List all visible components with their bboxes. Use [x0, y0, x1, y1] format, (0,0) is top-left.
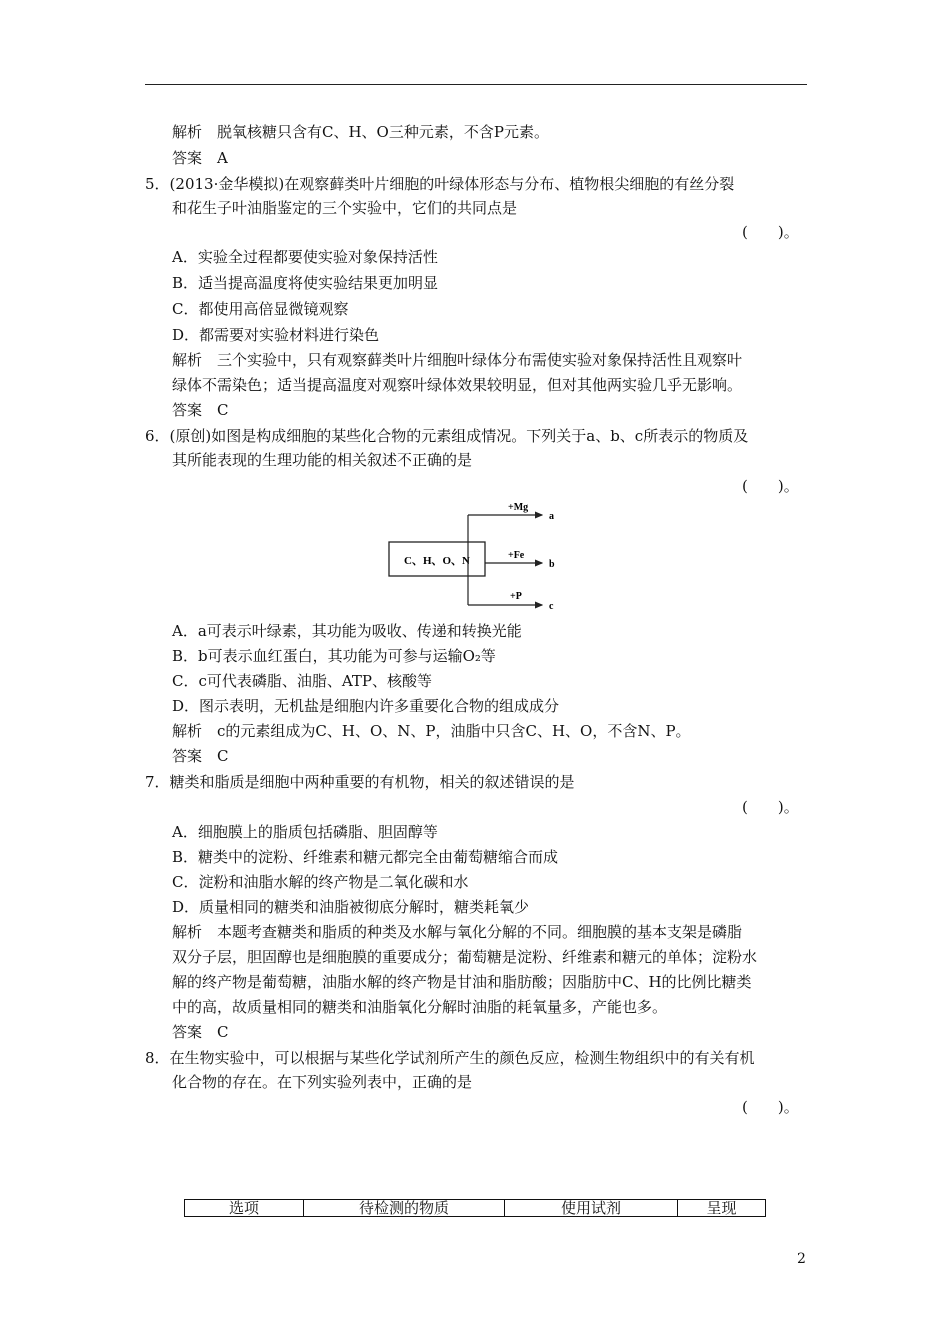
target-c: c: [549, 601, 554, 612]
q6-option-d: D．图示表明，无机盐是细胞内许多重要化合物的组成成分: [172, 697, 560, 715]
page-number: 2: [797, 1251, 806, 1267]
q5-option-c: C．都使用高倍显微镜观察: [172, 300, 349, 318]
q7-analysis-line3: 解的终产物是葡萄糖，油脂水解的终产物是甘油和脂肪酸；因脂肪中C、H的比例比糖类: [172, 973, 752, 991]
q7-option-c: C．淀粉和油脂水解的终产物是二氧化碳和水: [172, 873, 469, 891]
q5-analysis-line1: 解析 三个实验中，只有观察藓类叶片细胞叶绿体分布需使实验对象保持活性且观察叶: [172, 351, 743, 369]
header-result: 呈现: [678, 1200, 766, 1217]
q5-stem-line2: 和花生子叶油脂鉴定的三个实验中，它们的共同点是: [172, 199, 518, 217]
q6-stem-line2: 其所能表现的生理功能的相关叙述不正确的是: [172, 451, 473, 469]
q6-option-c: C．c可代表磷脂、油脂、ATP、核酸等: [172, 672, 432, 690]
q4-analysis: 解析 脱氧核糖只含有C、H、O三种元素，不含P元素。: [172, 123, 549, 141]
q7-analysis-line4: 中的高，故质量相同的糖类和油脂氧化分解时油脂的耗氧量多，产能也多。: [172, 998, 668, 1016]
q6-stem-line1: 6．(原创)如图是构成细胞的某些化合物的元素组成情况。下列关于a、b、c所表示的物质及: [145, 427, 749, 445]
q5-option-b: B．适当提高温度将使实验结果更加明显: [172, 274, 439, 292]
q6-analysis: 解析 c的元素组成为C、H、O、N、P，油脂中只含C、H、O，不含N、P。: [172, 722, 691, 740]
q7-analysis-line2: 双分子层，胆固醇也是细胞膜的重要成分；葡萄糖是淀粉、纤维素和糖元的单体；淀粉水: [172, 948, 758, 966]
q8-stem-line1: 8．在生物实验中，可以根据与某些化学试剂所产生的颜色反应，检测生物组织中的有关有机: [145, 1049, 755, 1067]
element-composition-diagram: [380, 495, 580, 613]
q7-option-b: B．糖类中的淀粉、纤维素和糖元都完全由葡萄糖缩合而成: [172, 848, 559, 866]
q5-option-a: A．实验全过程都要使实验对象保持活性: [172, 248, 438, 266]
table-header-row: [185, 1200, 766, 1217]
q5-answer-paren: ( )。: [742, 223, 799, 241]
target-a: a: [549, 511, 554, 522]
q5-analysis-line2: 绿体不需染色；适当提高温度对观察叶绿体效果较明显，但对其他两实验几乎无影响。: [172, 376, 743, 394]
q6-answer-paren: ( )。: [742, 477, 799, 495]
q7-stem: 7．糖类和脂质是细胞中两种重要的有机物，相关的叙述错误的是: [145, 773, 575, 791]
q6-option-b: B．b可表示血红蛋白，其功能为可参与运输O₂等: [172, 647, 496, 665]
label-p: +P: [510, 591, 522, 602]
q5-option-d: D．都需要对实验材料进行染色: [172, 326, 380, 344]
q8-answer-paren: ( )。: [742, 1098, 799, 1116]
elements-box-label: C、H、O、N: [404, 555, 470, 567]
q8-table: [184, 1199, 766, 1217]
q6-option-a: A．a可表示叶绿素，其功能为吸收、传递和转换光能: [172, 622, 522, 640]
q7-option-a: A．细胞膜上的脂质包括磷脂、胆固醇等: [172, 823, 438, 841]
header-rule: [145, 84, 807, 85]
q7-analysis-line1: 解析 本题考查糖类和脂质的种类及水解与氧化分解的不同。细胞膜的基本支架是磷脂: [172, 923, 743, 941]
q6-answer: 答案 C: [172, 747, 229, 765]
target-b: b: [549, 559, 555, 570]
header-option: 选项: [185, 1200, 304, 1217]
q7-answer-paren: ( )。: [742, 798, 799, 816]
q7-answer: 答案 C: [172, 1023, 229, 1041]
q5-answer: 答案 C: [172, 401, 229, 419]
q8-stem-line2: 化合物的存在。在下列实验列表中，正确的是: [172, 1073, 473, 1091]
q5-stem-line1: 5．(2013·金华模拟)在观察藓类叶片细胞的叶绿体形态与分布、植物根尖细胞的有丝分裂: [145, 175, 735, 193]
q7-option-d: D．质量相同的糖类和油脂被彻底分解时，糖类耗氧少: [172, 898, 530, 916]
label-mg: +Mg: [508, 502, 529, 513]
q4-answer: 答案 A: [172, 149, 228, 167]
header-substance: 待检测的物质: [304, 1200, 505, 1217]
header-reagent: 使用试剂: [505, 1200, 678, 1217]
label-fe: +Fe: [508, 550, 525, 561]
